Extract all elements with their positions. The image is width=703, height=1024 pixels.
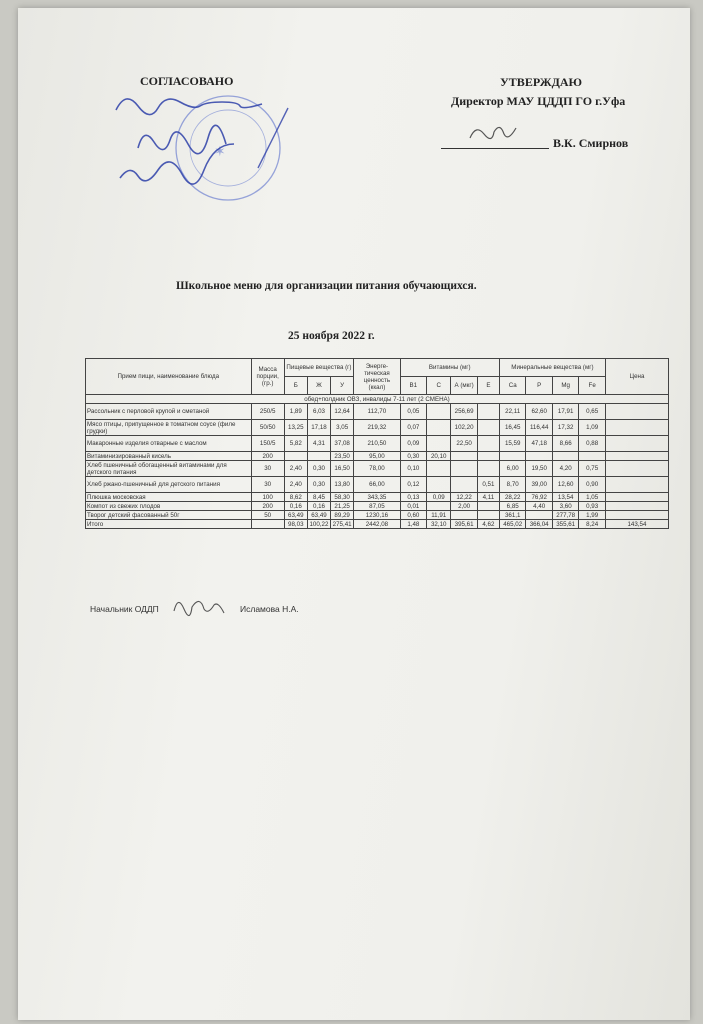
table-cell: 12,64: [331, 404, 354, 420]
header-price: Цена: [605, 359, 668, 395]
table-cell: 0,09: [427, 493, 451, 502]
total-label: Итого: [86, 520, 252, 529]
table-row: [86, 502, 669, 511]
table-cell: 12,22: [451, 493, 477, 502]
table-cell: 1,89: [284, 404, 307, 420]
table-cell: 2,40: [284, 477, 307, 493]
table-cell: 23,50: [331, 452, 354, 461]
table-cell: [477, 511, 499, 520]
table-cell: 95,00: [354, 452, 400, 461]
approval-label: СОГЛАСОВАНО: [140, 74, 234, 88]
table-row: [86, 452, 669, 461]
table-cell: [451, 461, 477, 477]
table-cell: 11,91: [427, 511, 451, 520]
dish-name: Творог детский фасованный 50г: [86, 511, 252, 520]
table-cell: 219,32: [354, 420, 400, 436]
table-cell: 76,92: [526, 493, 552, 502]
header-energy: Энерге-тическая ценность (ккал): [354, 359, 400, 395]
table-cell: 0,60: [400, 511, 426, 520]
table-cell: 47,18: [526, 436, 552, 452]
total-cell: 1,48: [400, 520, 426, 529]
table-cell: 4,11: [477, 493, 499, 502]
table-cell: 0,90: [579, 477, 606, 493]
table-cell: [605, 493, 668, 502]
table-cell: 277,78: [552, 511, 578, 520]
table-cell: 50/50: [251, 420, 284, 436]
table-cell: 0,01: [400, 502, 426, 511]
total-cell: 8,24: [579, 520, 606, 529]
table-cell: 0,09: [400, 436, 426, 452]
table-cell: 6,03: [307, 404, 330, 420]
table-cell: [451, 511, 477, 520]
table-cell: [284, 452, 307, 461]
table-cell: 0,75: [579, 461, 606, 477]
table-cell: [451, 452, 477, 461]
approve-title: УТВЕРЖДАЮ: [500, 75, 583, 89]
total-cell: 355,61: [552, 520, 578, 529]
header-carbs: У: [331, 377, 354, 395]
table-cell: 28,22: [499, 493, 525, 502]
table-cell: 200: [251, 452, 284, 461]
table-cell: 21,25: [331, 502, 354, 511]
table-cell: [499, 452, 525, 461]
table-cell: 4,40: [526, 502, 552, 511]
total-cell: 98,03: [284, 520, 307, 529]
table-cell: 78,00: [354, 461, 400, 477]
table-cell: 8,66: [552, 436, 578, 452]
table-cell: 16,45: [499, 420, 525, 436]
table-cell: [477, 436, 499, 452]
table-cell: 12,60: [552, 477, 578, 493]
table-cell: 210,50: [354, 436, 400, 452]
dish-name: Плюшка московская: [86, 493, 252, 502]
header-c: С: [427, 377, 451, 395]
total-cell: [251, 520, 284, 529]
table-cell: [605, 452, 668, 461]
table-cell: 0,10: [400, 461, 426, 477]
table-cell: 2,00: [451, 502, 477, 511]
menu-table-body: [86, 395, 669, 529]
table-cell: 58,30: [331, 493, 354, 502]
table-cell: 0,07: [400, 420, 426, 436]
section-title: обед+полдник ОВЗ, инвалиды 7-11 лет (2 СМЕНА): [86, 395, 669, 404]
table-cell: [427, 477, 451, 493]
total-cell: 395,61: [451, 520, 477, 529]
header-minerals: Минеральные вещества (мг): [499, 359, 605, 377]
director-name: В.К. Смирнов: [553, 136, 629, 150]
table-cell: 16,50: [331, 461, 354, 477]
table-cell: 3,05: [331, 420, 354, 436]
table-cell: 63,49: [284, 511, 307, 520]
director-position: Директор МАУ ЦДДП ГО г.Уфа: [451, 94, 626, 108]
table-row: [86, 477, 669, 493]
table-cell: 0,88: [579, 436, 606, 452]
table-cell: 22,50: [451, 436, 477, 452]
table-cell: 13,25: [284, 420, 307, 436]
table-cell: 8,62: [284, 493, 307, 502]
footer-position: Начальник ОДДП: [90, 604, 159, 614]
table-cell: 37,08: [331, 436, 354, 452]
table-cell: 0,30: [307, 461, 330, 477]
table-cell: 116,44: [526, 420, 552, 436]
total-cell: 32,10: [427, 520, 451, 529]
table-cell: 102,20: [451, 420, 477, 436]
table-cell: 6,85: [499, 502, 525, 511]
table-cell: 256,69: [451, 404, 477, 420]
header-mg: Мg: [552, 377, 578, 395]
head-signature: [170, 593, 230, 621]
table-cell: 30: [251, 461, 284, 477]
header-nutrients: Пищевые вещества (г): [284, 359, 354, 377]
table-row: [86, 404, 669, 420]
table-cell: 1,99: [579, 511, 606, 520]
table-row: [86, 420, 669, 436]
table-cell: [307, 452, 330, 461]
table-cell: 6,00: [499, 461, 525, 477]
table-cell: 22,11: [499, 404, 525, 420]
header-a: А (мкг): [451, 377, 477, 395]
table-cell: [477, 420, 499, 436]
table-cell: 15,59: [499, 436, 525, 452]
table-cell: [427, 502, 451, 511]
table-cell: [605, 436, 668, 452]
total-cell: 2442,08: [354, 520, 400, 529]
table-cell: 0,16: [307, 502, 330, 511]
total-row: [86, 520, 669, 529]
table-cell: [477, 452, 499, 461]
total-cell: 366,04: [526, 520, 552, 529]
table-cell: 13,80: [331, 477, 354, 493]
table-cell: 0,93: [579, 502, 606, 511]
table-cell: 361,1: [499, 511, 525, 520]
table-cell: [427, 420, 451, 436]
table-cell: 8,70: [499, 477, 525, 493]
table-cell: 4,31: [307, 436, 330, 452]
header-b1: В1: [400, 377, 426, 395]
total-cell: 100,22: [307, 520, 330, 529]
table-cell: 63,49: [307, 511, 330, 520]
table-cell: [605, 477, 668, 493]
dish-name: Макаронные изделия отварные с маслом: [86, 436, 252, 452]
table-cell: 343,35: [354, 493, 400, 502]
table-cell: [605, 461, 668, 477]
table-cell: 3,60: [552, 502, 578, 511]
table-row: [86, 461, 669, 477]
menu-table: [85, 358, 669, 529]
table-cell: 20,10: [427, 452, 451, 461]
table-cell: 0,30: [400, 452, 426, 461]
header-e: Е: [477, 377, 499, 395]
total-cell: 4,62: [477, 520, 499, 529]
svg-text:✶: ✶: [214, 144, 226, 160]
table-cell: 50: [251, 511, 284, 520]
dish-name: Мясо птицы, припущенное в томатном соусе (филе грудки): [86, 420, 252, 436]
table-cell: 4,20: [552, 461, 578, 477]
document-date: 25 ноября 2022 г.: [288, 330, 375, 342]
table-cell: [477, 404, 499, 420]
table-cell: 62,60: [526, 404, 552, 420]
dish-name: Витаминизированный кисель: [86, 452, 252, 461]
footer-name: Исламова Н.А.: [240, 604, 299, 614]
table-cell: [605, 404, 668, 420]
table-cell: 87,05: [354, 502, 400, 511]
table-cell: 0,16: [284, 502, 307, 511]
header-protein: Б: [284, 377, 307, 395]
table-cell: 0,65: [579, 404, 606, 420]
dish-name: Компот из свежих плодов: [86, 502, 252, 511]
table-cell: 0,12: [400, 477, 426, 493]
table-cell: 0,05: [400, 404, 426, 420]
document-sheet: [18, 8, 690, 1020]
dish-name: Хлеб пшеничный обогащенный витаминами для детского питания: [86, 461, 252, 477]
table-cell: [451, 477, 477, 493]
document-title: Школьное меню для организации питания обучающихся.: [176, 280, 477, 292]
table-cell: 17,91: [552, 404, 578, 420]
table-cell: 0,30: [307, 477, 330, 493]
table-cell: [427, 404, 451, 420]
table-cell: 150/5: [251, 436, 284, 452]
table-cell: 17,32: [552, 420, 578, 436]
table-cell: [526, 452, 552, 461]
table-cell: 39,00: [526, 477, 552, 493]
table-cell: 1,05: [579, 493, 606, 502]
table-cell: 2,40: [284, 461, 307, 477]
table-cell: [579, 452, 606, 461]
header-mass: Масса порции, (гр.): [251, 359, 284, 395]
table-cell: 100: [251, 493, 284, 502]
total-cell: 143,54: [605, 520, 668, 529]
dish-name: Рассольник с перловой крупой и сметаной: [86, 404, 252, 420]
table-cell: 5,82: [284, 436, 307, 452]
header-fe: Fe: [579, 377, 606, 395]
signature-line: [441, 148, 549, 149]
dish-name: Хлеб ржано-пшеничный для детского питания: [86, 477, 252, 493]
table-cell: 112,70: [354, 404, 400, 420]
table-cell: [427, 436, 451, 452]
table-cell: 0,51: [477, 477, 499, 493]
table-cell: 1,09: [579, 420, 606, 436]
header-fat: Ж: [307, 377, 330, 395]
table-cell: 8,45: [307, 493, 330, 502]
table-cell: 0,13: [400, 493, 426, 502]
table-cell: 17,18: [307, 420, 330, 436]
table-cell: 89,29: [331, 511, 354, 520]
table-row: [86, 436, 669, 452]
table-cell: 200: [251, 502, 284, 511]
header-dish: Прием пищи, наименование блюда: [86, 359, 252, 395]
table-cell: [552, 452, 578, 461]
header-vitamins: Витамины (мг): [400, 359, 499, 377]
table-row: [86, 511, 669, 520]
table-cell: 30: [251, 477, 284, 493]
table-cell: [605, 502, 668, 511]
footer: [90, 604, 299, 614]
round-stamp-with-handwriting: [108, 78, 308, 203]
table-cell: 66,00: [354, 477, 400, 493]
table-cell: [477, 461, 499, 477]
total-cell: 275,41: [331, 520, 354, 529]
header-p: Р: [526, 377, 552, 395]
table-cell: [605, 511, 668, 520]
table-cell: 1230,16: [354, 511, 400, 520]
table-cell: [526, 511, 552, 520]
table-cell: 19,50: [526, 461, 552, 477]
table-cell: 250/5: [251, 404, 284, 420]
table-row: [86, 493, 669, 502]
director-signature: [466, 116, 526, 146]
table-cell: [605, 420, 668, 436]
table-cell: [477, 502, 499, 511]
header-ca: Са: [499, 377, 525, 395]
table-cell: 13,54: [552, 493, 578, 502]
total-cell: 465,02: [499, 520, 525, 529]
table-cell: [427, 461, 451, 477]
